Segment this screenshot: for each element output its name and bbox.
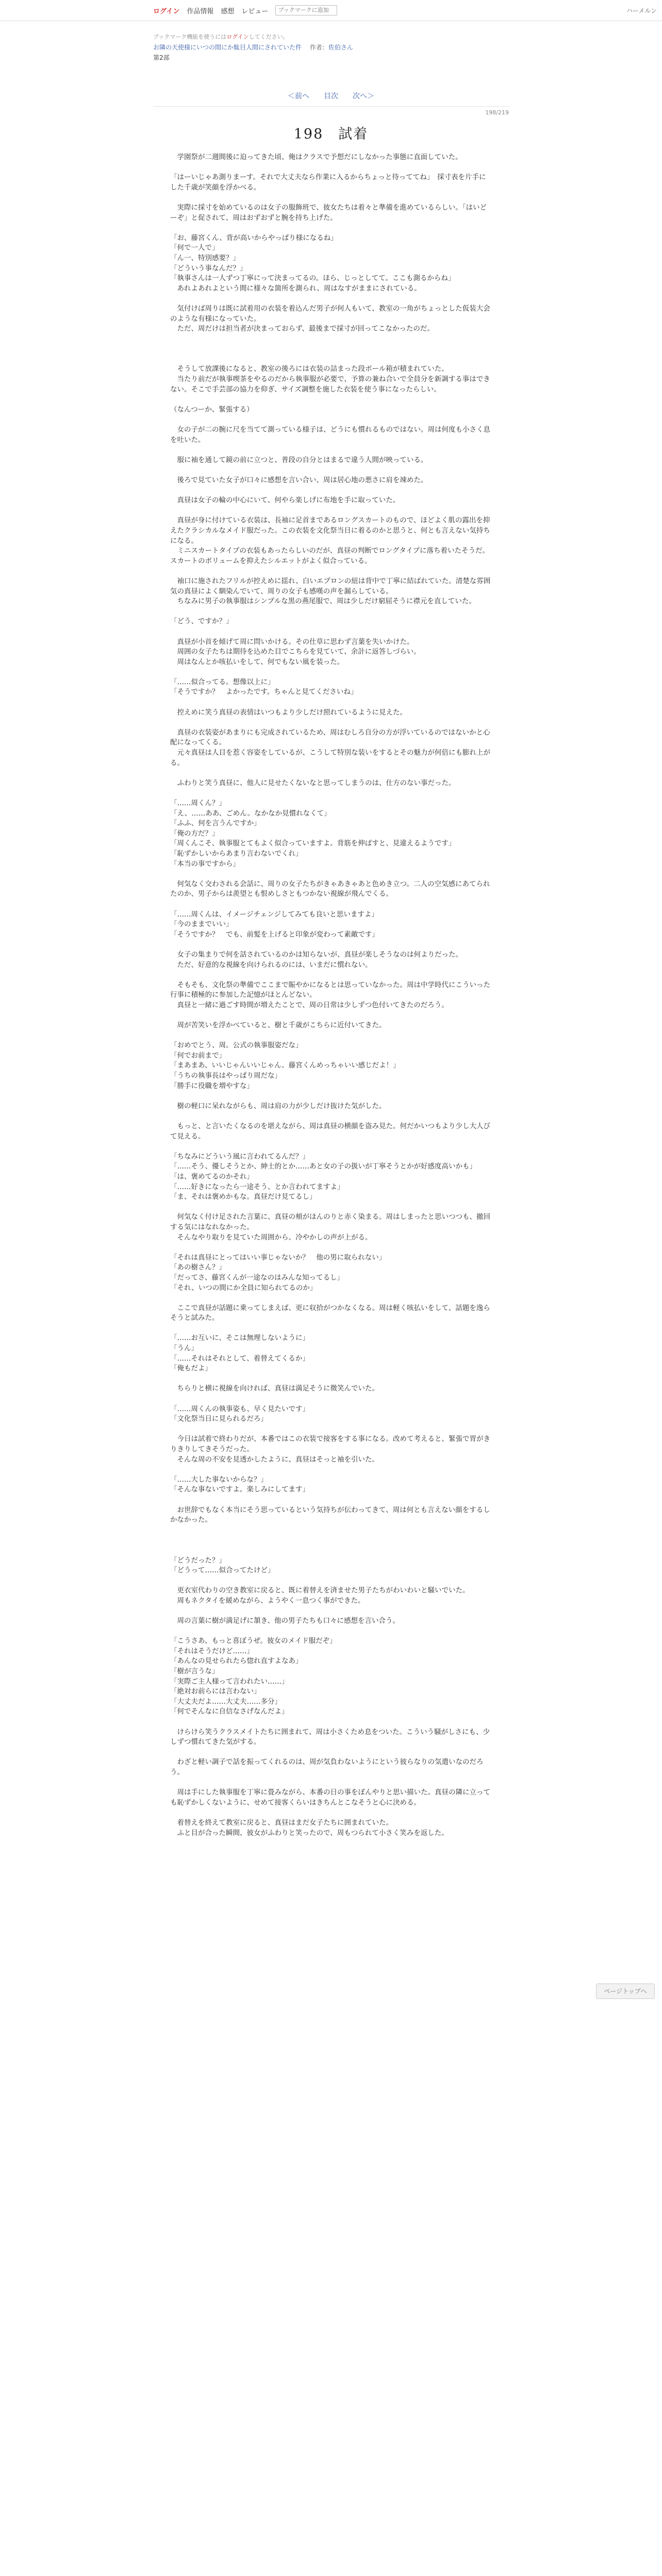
body-paragraph: 周の言葉に樹が満足げに頷き、他の男子たちも口々に感想を言い合う。 — [170, 1617, 400, 1625]
body-paragraph: 「え、……ああ、ごめん。なかなか見慣れなくて」 — [170, 809, 331, 818]
body-paragraph: 袖口に施されたフリルが控えめに揺れ、白いエプロンの紐は背中で丁寧に結ばれていた。清楚な雰囲気の真昼によく馴染んでいて、周りの女子も感嘆の声を漏らしている。 — [170, 577, 491, 596]
blank-line — [170, 940, 492, 950]
body-paragraph: 「ちなみにどういう風に言われてるんだ？」 — [170, 1152, 309, 1161]
body-paragraph: 何気なく付け足された言葉に、真昼の頬がほんのりと赤く染まる。周はしまったと思いつつも、撤回する気にはなれなかった。 — [170, 1213, 490, 1231]
body-paragraph: そんな周の不安を見透かしたように、真昼はそっと袖を引いた。 — [170, 1455, 379, 1464]
chapter-divider — [153, 106, 509, 107]
body-paragraph: 「そうですか？ よかったです。ちゃんと見てくださいね」 — [170, 688, 358, 697]
blank-line — [170, 1748, 492, 1758]
body-paragraph: 「お、藤宮くん、背が高いからやっぱり様になるね」 — [170, 233, 338, 242]
body-paragraph: そもそも、文化祭の準備でここまで賑やかになるとは思っていなかった。周は中学時代にこういった行事に積極的に参加した記憶がほとんどない。 — [170, 980, 490, 999]
body-paragraph: 「文化祭当日に見られるだろ」 — [170, 1415, 268, 1423]
body-paragraph: 「……そう、優しそうとか、紳士的とか……あと女の子の扱いが丁寧そうとかが好感度高いかも」 — [170, 1162, 476, 1171]
body-paragraph: 周もネクタイを緩めながら、ようやく一息つく事ができた。 — [170, 1596, 365, 1605]
body-paragraph: 「それは真昼にとってはいい事じゃないか？ 他の男に取られない」 — [170, 1253, 386, 1262]
episode-group: 第2部 — [153, 54, 170, 61]
blank-line — [170, 294, 492, 304]
blank-line — [170, 344, 492, 354]
body-paragraph: 「あの樹さん？」 — [170, 1263, 226, 1272]
body-paragraph: 元々真昼は人目を惹く容姿をしているが、こうして特別な装いをするとその魅力が何倍にも膨れ上がる。 — [170, 749, 490, 767]
chapter-title: 198 試着 — [293, 126, 369, 142]
blank-line — [170, 445, 492, 455]
body-paragraph: 「大丈夫だよ……大丈夫……多分」 — [170, 1697, 282, 1706]
blank-line — [170, 1535, 492, 1546]
body-paragraph: 真昼は女子の輪の中心にいて、何やら楽しげに布地を手に取っていた。 — [170, 496, 400, 505]
blank-line — [170, 900, 492, 910]
body-paragraph: 「……お互いに、そこは無理しないように」 — [170, 1334, 309, 1343]
bookmark-note — [153, 32, 509, 42]
blank-line — [170, 1394, 492, 1404]
author-link[interactable]: 佐伯さん — [328, 44, 353, 51]
blank-line — [170, 163, 492, 173]
body-paragraph: 更衣室代わりの空き教室に戻ると、既に着替えを済ませた男子たちがわいわいと騒いでいた。 — [170, 1586, 470, 1595]
blank-line — [170, 566, 492, 577]
author-prefix: 作者： — [309, 44, 328, 51]
body-paragraph: 真昼が小首を傾げて周に問いかける。その仕草に思わず言葉を失いかけた。 — [170, 637, 414, 646]
body-paragraph: 周は手にした執事服を丁寧に畳みながら、本番の日の事をぼんやりと思い描いた。真昼の隣に立っても恥ずかしくないように、せめて接客くらいはきちんとこなそうと心に決める。 — [170, 1788, 490, 1807]
body-paragraph: ちなみに男子の執事服はシンプルな黒の燕尾服で、周は少しだけ窮屈そうに襟元を直していた。 — [170, 597, 476, 606]
body-paragraph: 「本当の事ですから」 — [170, 859, 240, 868]
top-header-inner — [153, 0, 509, 21]
nav-info-link[interactable]: 作品情報 — [187, 7, 214, 15]
body-paragraph: そうして放課後になると、教室の後ろには衣装の詰まった段ボール箱が積まれていた。 — [170, 365, 449, 374]
blank-line — [170, 1111, 492, 1122]
body-paragraph: ただ、周だけは担当者が決まっておらず、最後まで採寸が回ってこなかったのだ。 — [170, 325, 434, 333]
body-paragraph: 「こうさあ、もっと喜ぼうぜ。彼女のメイド服だぞ」 — [170, 1637, 337, 1646]
body-paragraph: ただ、好意的な視線を向けられるのには、いまだに慣れない。 — [170, 960, 372, 969]
blank-line — [170, 1576, 492, 1586]
body-paragraph: 「は、褒めてるのかそれ」 — [170, 1172, 254, 1181]
body-paragraph: 「ふふ、何を言うんですか」 — [170, 819, 261, 828]
blank-line — [170, 667, 492, 677]
body-paragraph: ちらりと横に視線を向ければ、真昼は満足そうに微笑んでいた。 — [170, 1384, 379, 1393]
bookmark-note-pre: ブックマーク機能を使うには — [153, 33, 227, 40]
body-paragraph: 女子の集まりで何を話されているのかは知らないが、真昼が楽しそうなのは何よりだった。 — [170, 950, 462, 959]
body-paragraph: わざと軽い調子で話を振ってくれるのは、周が気負わないようにという彼らなりの気遣いなのだろう。 — [170, 1758, 484, 1776]
body-paragraph: 「今のままでいい」 — [170, 920, 233, 929]
body-paragraph: 「……周くんの執事姿も、早く見たいです」 — [170, 1404, 309, 1413]
body-paragraph: もっと、と言いたくなるのを堪えながら、周は真昼の横顔を盗み見た。何だかいつもより少し大人びて見える。 — [170, 1122, 490, 1141]
body-paragraph: 「……大した事ないからな？」 — [170, 1475, 268, 1484]
blank-line — [170, 1626, 492, 1637]
blank-line — [170, 1526, 492, 1536]
body-paragraph: 「どういう事なんだ？」 — [170, 264, 247, 273]
blank-line — [170, 1606, 492, 1617]
blank-line — [170, 1465, 492, 1475]
prev-chapter-link[interactable]: ＜前へ — [288, 92, 309, 100]
blank-line — [170, 607, 492, 617]
site-brand: ハーメルン — [626, 7, 657, 14]
body-paragraph: 後ろで見ていた女子が口々に感想を言い合い、周は居心地の悪さに肩を竦めた。 — [170, 476, 428, 484]
body-paragraph: 「おめでとう、周。公式の執事服姿だな」 — [170, 1041, 303, 1050]
blank-line — [170, 1495, 492, 1505]
blank-line — [170, 698, 492, 708]
body-paragraph: 「……周くん？」 — [170, 799, 226, 807]
body-paragraph: 服に袖を通して鏡の前に立つと、普段の自分とはまるで違う人間が映っている。 — [170, 455, 428, 464]
body-paragraph: 周が苦笑いを浮かべていると、樹と千歳がこちらに近付いてきた。 — [170, 1021, 386, 1030]
body-paragraph: 「ま、それは褒めかもな。真昼だけ見てるし」 — [170, 1193, 317, 1201]
body-paragraph: 真昼と一緒に過ごす時間が増えたことで、周の日常は少しずつ色付いてきたのだろう。 — [170, 1001, 449, 1009]
body-paragraph: 今日は試着で終わりだが、本番ではこの衣装で接客をする事になる。改めて考えると、緊張で胃がきりきりしてきそうだった。 — [170, 1435, 490, 1453]
body-paragraph: 「……似合ってる。想像以上に」 — [170, 677, 275, 686]
novel-meta — [153, 32, 509, 63]
blank-line — [170, 1010, 492, 1021]
blank-line — [170, 1031, 492, 1041]
body-paragraph: 「何でお前まで」 — [170, 1051, 226, 1060]
body-paragraph: 「うん」 — [170, 1344, 198, 1353]
body-paragraph: 「……好きになったら一途そう、とか言われてますよ」 — [170, 1182, 344, 1191]
blank-line — [170, 1243, 492, 1253]
chapter-nav — [153, 89, 509, 103]
body-paragraph: 学園祭が二週間後に迫ってきた頃、俺はクラスで予想だにしなかった事態に直面していた。 — [170, 153, 462, 161]
body-paragraph: 「あんなの見せられたら惚れ直すよなあ」 — [170, 1657, 303, 1666]
title-row — [153, 42, 509, 53]
body-paragraph: 「どう、ですか？」 — [170, 617, 233, 626]
blank-line — [170, 395, 492, 405]
blank-line — [170, 768, 492, 778]
body-paragraph: 「何で一人で」 — [170, 244, 219, 252]
body-paragraph: 「樹が言うな」 — [170, 1667, 219, 1676]
blank-line — [170, 1091, 492, 1101]
body-paragraph: 「だってさ、藤宮くんが一途なのはみんな知ってるし」 — [170, 1273, 344, 1282]
body-paragraph: 何気なく交わされる会話に、周りの女子たちがきゃあきゃあと色めき立つ。二人の空気感にあてられたのか、男子からは羨望とも恨めしさともつかない視線が飛んでくる。 — [170, 879, 490, 899]
novel-body — [170, 152, 492, 1838]
body-paragraph: 「俺の方だ？」 — [170, 829, 219, 838]
body-paragraph: あれよあれよという間に様々な箇所を測られ、周はなすがままにされている。 — [170, 284, 421, 293]
body-paragraph: ミニスカートタイプの衣装もあったらしいのだが、真昼の判断でロングタイプに落ち着いたそうだ。スカートのボリュームを抑えたシルエットがよく似合っている。 — [170, 547, 489, 565]
body-paragraph: 「はーいじゃあ測りまーす。それで大丈夫なら作業に入るからちょっと待っててね」 採寸表を片手にした千歳が笑顔を浮かべる。 — [170, 173, 486, 192]
bookmark-input[interactable] — [275, 5, 337, 15]
blank-line — [170, 223, 492, 233]
blank-line — [170, 869, 492, 879]
body-paragraph: 「絶対お前らには言わない」 — [170, 1687, 261, 1696]
body-paragraph: ふと目が合った瞬間、彼女がふわりと笑ったので、周もつられて小さく笑みを返した。 — [170, 1828, 449, 1837]
body-paragraph: 「それはそうだけど……」 — [170, 1647, 254, 1655]
body-paragraph: 女の子が二の腕に尺を当てて測っている様子は、どうにも慣れるものではない。周は何度も小さく息を吐いた。 — [170, 426, 490, 444]
blank-line — [170, 718, 492, 728]
body-paragraph: 当たり前だが執事喫茶をやるのだから執事服が必要で、予算の兼ね合いで全員分を新調する事はできない。そこで手芸部の協力を仰ぎ、サイズ調整を施した衣装を使う事になったらしい。 — [170, 375, 490, 394]
blank-line — [170, 486, 492, 496]
body-paragraph: 着替えを終えて教室に戻ると、真昼はまだ女子たちに囲まれていた。 — [170, 1818, 393, 1827]
blank-line — [170, 1324, 492, 1334]
blank-line — [170, 788, 492, 799]
body-paragraph: そんなやり取りを見ていた周囲から、冷やかしの声が上がる。 — [170, 1233, 372, 1242]
login-link[interactable]: ログイン — [153, 7, 180, 15]
body-paragraph: 周囲の女子たちは期待を込めた目でこちらを見ていて、余計に返答しづらい。 — [170, 648, 421, 656]
blank-line — [170, 1546, 492, 1556]
body-paragraph: 「うちの執事長はやっぱり周だな」 — [170, 1072, 282, 1080]
body-paragraph: 「ん一、特別感要？」 — [170, 253, 240, 262]
body-paragraph: 「どうって……似合ってたけど」 — [170, 1566, 275, 1575]
blank-line — [170, 1778, 492, 1788]
body-paragraph: 周はなんとか咳払いをして、何でもない風を装った。 — [170, 657, 344, 666]
body-paragraph: 樹の軽口に呆れながらも、周は肩の力が少しだけ抜けた気がした。 — [170, 1101, 386, 1110]
nav-comments-link[interactable]: 感想 — [221, 7, 235, 15]
blank-line — [170, 1293, 492, 1303]
blank-line — [170, 465, 492, 476]
bookmark-note-post: してください。 — [249, 33, 289, 40]
top-header — [0, 0, 662, 21]
body-paragraph: 真昼が身に付けている衣装は、長袖に足首まであるロングスカートのもので、ほどよく肌の露出を抑えたクラシカルなメイド服だった。この衣装を文化祭当日に着るのかと思うと、何とも言えない気持ちになる。 — [170, 516, 490, 545]
body-paragraph: 「執事さんは一人ずつ丁寧にって決まってるの。ほら、じっとしてて。ここも測るからね」 — [170, 274, 455, 283]
novel-title-link[interactable]: お隣の天使様にいつの間にか駄目人間にされていた件 — [153, 44, 302, 51]
body-paragraph: けらけら笑うクラスメイトたちに囲まれて、周は小さくため息をついた。こういう騒がしさにも、少しずつ慣れてきた気がする。 — [170, 1727, 490, 1747]
body-paragraph: 「何でそんなに自信なさげなんだよ」 — [170, 1707, 289, 1716]
blank-line — [170, 193, 492, 203]
body-paragraph: 「周くんこそ、執事服とてもよく似合っていますよ。背筋を伸ばすと、見違えるようです」 — [170, 839, 456, 848]
toc-link[interactable]: 目次 — [324, 92, 338, 100]
body-paragraph: 「まあまあ、いいじゃんいいじゃん。藤宮くんめっちゃいい感じだよ！」 — [170, 1061, 400, 1070]
blank-line — [170, 1142, 492, 1152]
body-paragraph: ふわりと笑う真昼に、他人に見せたくないなと思ってしまうのは、仕方のない事だった。 — [170, 778, 456, 787]
body-paragraph: 「どうだった？」 — [170, 1556, 226, 1565]
body-paragraph: 「俺もだよ」 — [170, 1364, 212, 1373]
blank-line — [170, 1425, 492, 1435]
body-paragraph: ここで真昼が話題に乗ってしまえば、更に収拾がつかなくなる。周は軽く咳払いをして、話題を逸らそうと試みた。 — [170, 1303, 490, 1323]
body-paragraph: 「そうですか？ でも、前髪を上げると印象が変わって素敵です」 — [170, 930, 379, 939]
blank-line — [170, 970, 492, 980]
blank-line — [170, 627, 492, 637]
body-paragraph: （なんつーか、緊張する） — [170, 405, 254, 414]
blank-line — [170, 506, 492, 516]
blank-line — [170, 1717, 492, 1727]
body-paragraph: 「……周くんは、イメージチェンジしてみても良いと思いますよ」 — [170, 910, 378, 919]
blank-line — [170, 415, 492, 425]
body-paragraph: 実際に採寸を始めているのは女子の服飾班で、彼女たちは着々と準備を進めているらしい。「はいどーぞ」と促されて、周はおずおずと腕を持ち上げた。 — [170, 203, 487, 222]
chapter-index: 198/219 — [485, 109, 509, 116]
body-paragraph: 「……それはそれとして、着替えてくるか」 — [170, 1354, 309, 1363]
body-paragraph: 「実際ご主人様って言われたい……」 — [170, 1677, 289, 1686]
blank-line — [170, 1202, 492, 1213]
blank-line — [170, 334, 492, 345]
bookmark-login-link[interactable]: ログイン — [226, 33, 249, 40]
body-paragraph: お世辞でもなく本当にそう思っているという気持ちが伝わってきて、周は何とも言えない顔をするしかなかった。 — [170, 1505, 490, 1524]
next-chapter-link[interactable]: 次へ＞ — [353, 92, 374, 100]
body-paragraph: 真昼の衣装姿があまりにも完成されているため、周はむしろ自分の方が浮いているのではないかと心配になってくる。 — [170, 728, 490, 747]
body-paragraph: 気付けば周りは既に試着用の衣装を着込んだ男子が何人もいて、教室の一角がちょっとした仮装大会のような有様になっていた。 — [170, 304, 490, 323]
blank-line — [170, 1374, 492, 1384]
nav-review-link[interactable]: レビュー — [241, 7, 269, 15]
body-paragraph: 「恥ずかしいからあまり言わないでくれ」 — [170, 849, 303, 858]
body-paragraph: 「そんな事ないですよ。楽しみにしてます」 — [170, 1485, 309, 1494]
blank-line — [170, 354, 492, 365]
body-paragraph: 「それ、いつの間にか全員に知られてるのか」 — [170, 1283, 317, 1292]
page-top-button[interactable]: ページトップへ — [596, 1984, 655, 1999]
body-paragraph: 控えめに笑う真昼の表情はいつもより少しだけ照れているように見えた。 — [170, 708, 407, 717]
blank-line — [170, 1808, 492, 1818]
body-paragraph: 「勝手に役職を増やすな」 — [170, 1081, 254, 1090]
